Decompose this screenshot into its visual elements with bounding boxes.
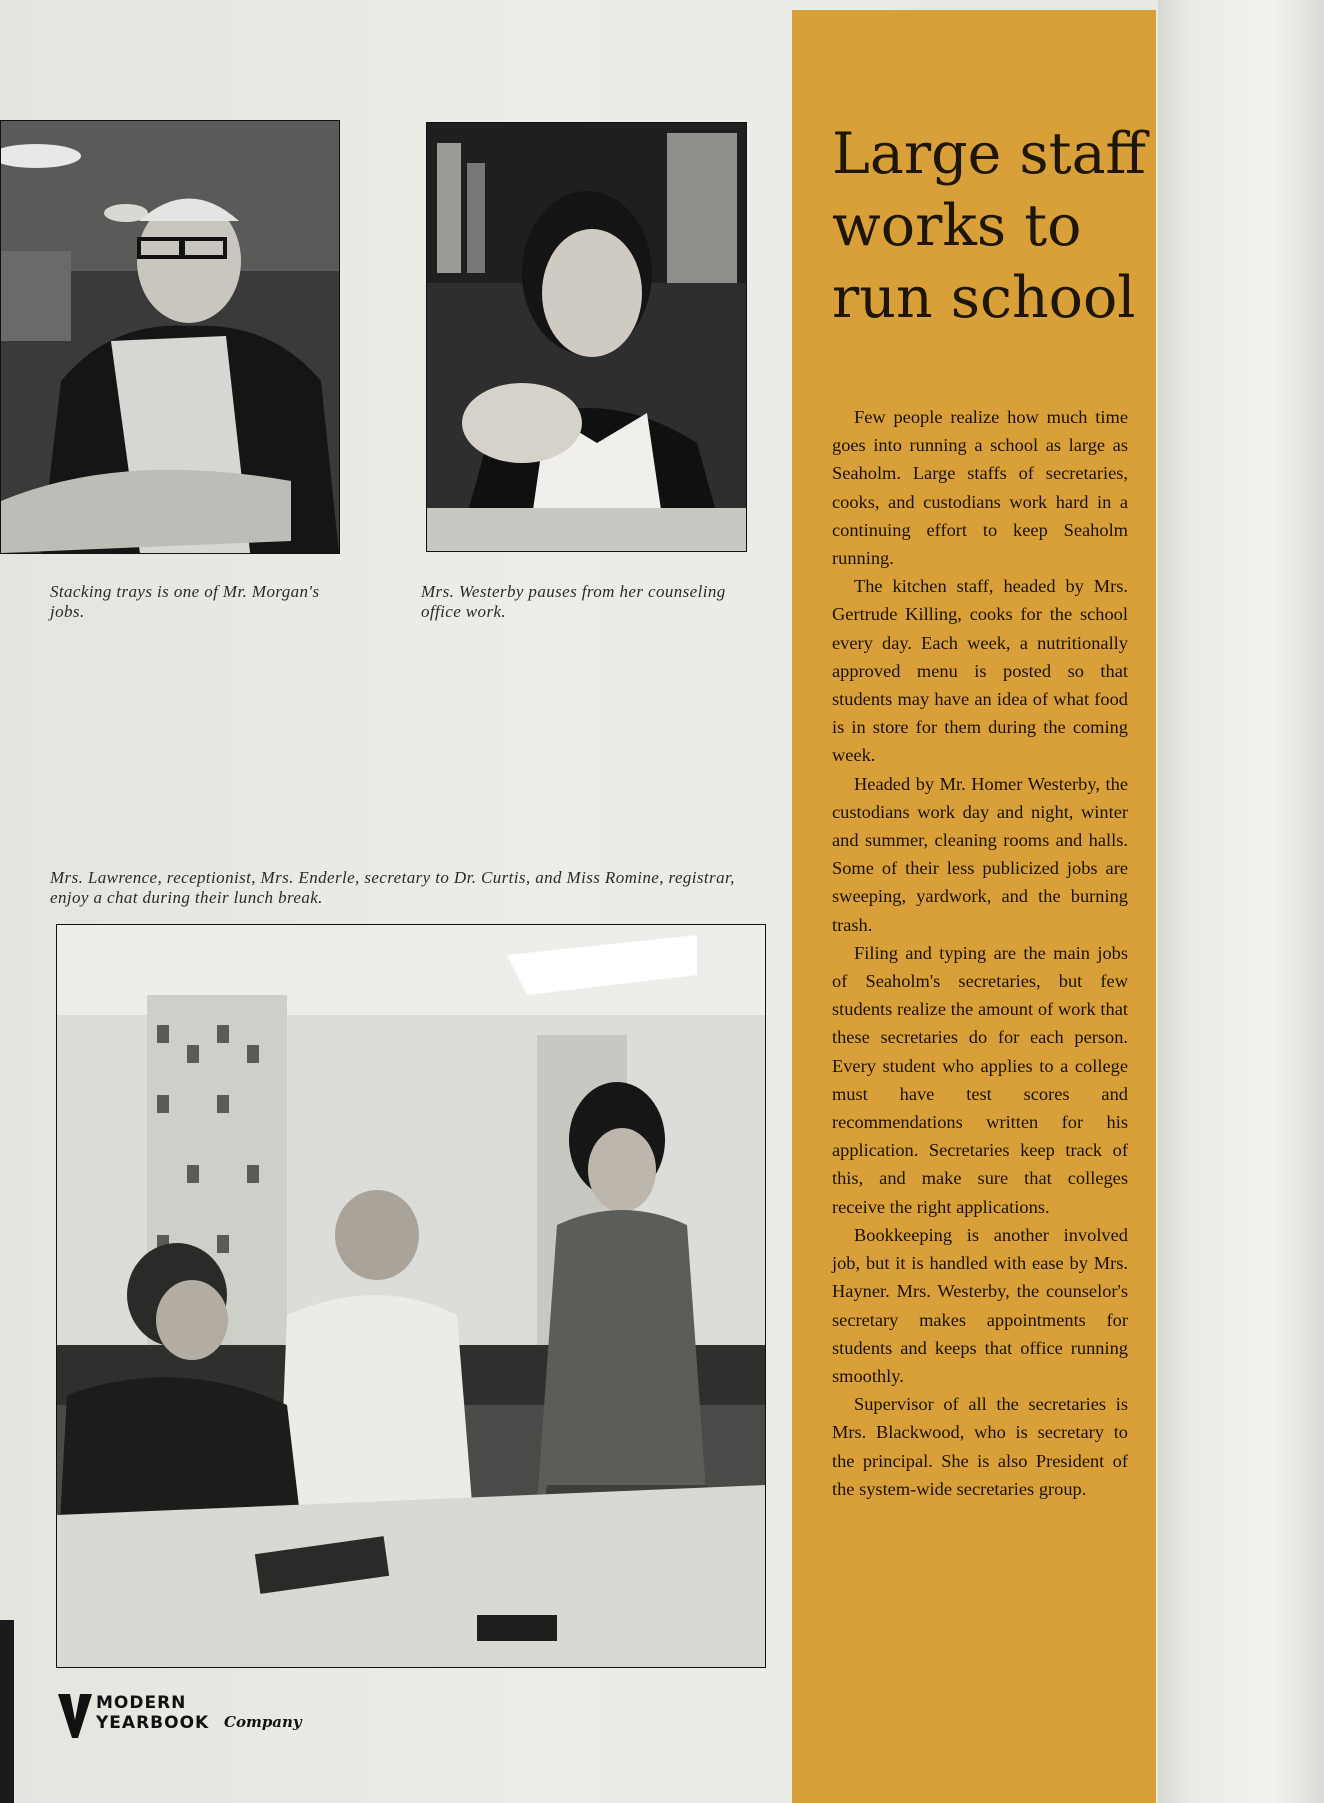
page-edge	[1158, 0, 1324, 1803]
photo-westerby-image	[427, 123, 746, 551]
photo-morgan-image	[1, 121, 339, 553]
article-paragraph: Few people realize how much time goes into running a school as large as Seaholm. Large staffs of secretaries, cooks, and custodians work hard in a continuing effort to keep Seaholm running.	[832, 407, 1128, 569]
article-paragraph: Headed by Mr. Homer Westerby, the custodians work day and night, winter and summer, cleaning rooms and halls. Some of their less publicized jobs are sweeping, yardwork, and the burning trash.	[832, 773, 1128, 935]
article-paragraph: Bookkeeping is another involved job, but it is handled with ease by Mrs. Hayner. Mrs. Westerby, the counselor's secretary makes appointments for students and keeps that office running smoothly.	[832, 1224, 1128, 1386]
page-shadow	[0, 1620, 14, 1803]
publisher-logo	[58, 1690, 318, 1760]
article-title	[832, 118, 1152, 334]
article-title-line-2: works to	[832, 193, 1082, 259]
logo-line-2: YEARBOOK	[96, 1713, 210, 1733]
caption-westerby: Mrs. Westerby pauses from her counseling office work.	[421, 582, 726, 621]
article-panel	[792, 10, 1156, 1803]
logo-line-1: MODERN	[96, 1693, 187, 1713]
article-title-line-1: Large staff	[832, 121, 1147, 187]
article-paragraph: Filing and typing are the main jobs of Seaholm's secretaries, but few students realize the amount of work that these secretaries do for each person. Every student who applies to a college must have test scores and recommendations written for his application. Secretaries keep track of this, and make sure that colleges receive the right applications.	[832, 942, 1128, 1217]
article-title-line-3: run school	[832, 265, 1136, 331]
article-body	[832, 403, 1128, 1503]
article-paragraph: The kitchen staff, headed by Mrs. Gertrude Killing, cooks for the school every day. Each week, a nutritionally approved menu is posted so that students may have an idea of what food is in store for them during the coming week.	[832, 576, 1128, 766]
photo-westerby	[426, 122, 747, 552]
caption-lunch: Mrs. Lawrence, receptionist, Mrs. Enderle, secretary to Dr. Curtis, and Miss Romine, registrar, enjoy a chat during their lunch break.	[50, 868, 735, 907]
photo-lunch-group	[56, 924, 766, 1668]
photo-lunch-image	[57, 925, 765, 1667]
article-paragraph: Supervisor of all the secretaries is Mrs. Blackwood, who is secretary to the principal. She is also President of the system-wide secretaries group.	[832, 1394, 1128, 1499]
logo-company: Company	[224, 1713, 302, 1731]
photo-morgan	[0, 120, 340, 554]
caption-morgan: Stacking trays is one of Mr. Morgan's jobs.	[50, 582, 320, 621]
yearbook-mark-icon	[58, 1694, 92, 1738]
